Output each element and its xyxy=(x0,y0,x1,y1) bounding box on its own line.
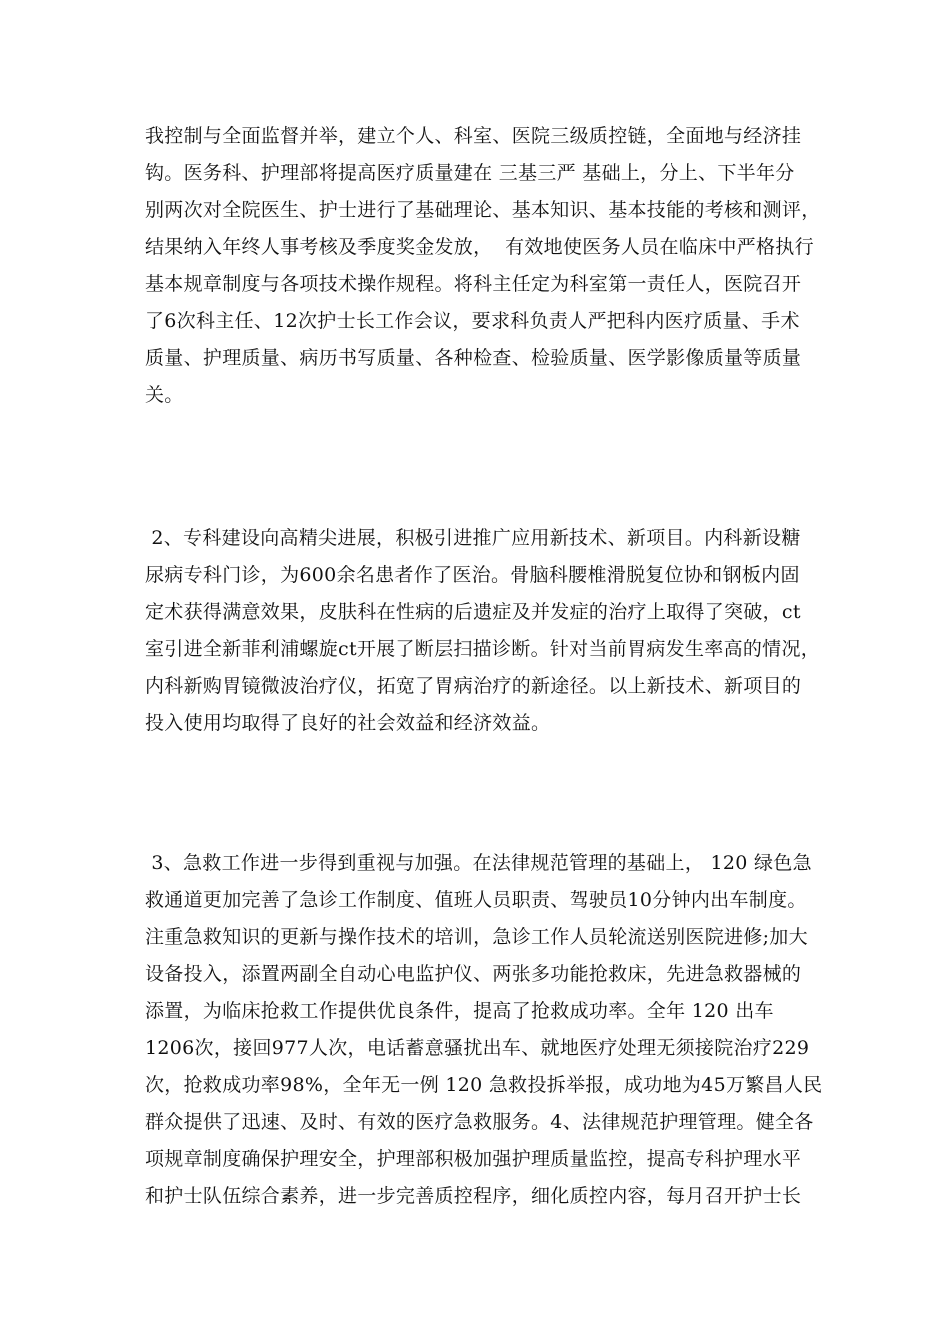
paragraph-quality-control xyxy=(145,118,825,414)
paragraph-specialty-development xyxy=(145,520,825,742)
text-line: 质量、护理质量、病历书写质量、各种检查、检验质量、医学影像质量等质量 xyxy=(145,347,802,369)
text-line: 3、急救工作进一步得到重视与加强。在法律规范管理的基础上， 120 绿色急 xyxy=(145,852,812,874)
text-line: 设备投入，添置两副全自动心电监护仪、两张多功能抢救床，先进急救器械的 xyxy=(145,963,802,985)
text-line: 次，抢救成功率98%，全年无一例 120 急救投拆举报，成功地为45万繁昌人民 xyxy=(145,1074,823,1096)
text-line: 结果纳入年终人事考核及季度奖金发放， 有效地使医务人员在临床中严格执行 xyxy=(145,236,814,258)
text-line: 内科新购胃镜微波治疗仪，拓宽了胃病治疗的新途径。以上新技术、新项目的 xyxy=(145,675,802,697)
text-line: 我控制与全面监督并举，建立个人、科室、医院三级质控链，全面地与经济挂 xyxy=(145,125,802,147)
text-line: 添置，为临床抢救工作提供优良条件，提高了抢救成功率。全年 120 出车 xyxy=(145,1000,774,1022)
text-line: 定术获得满意效果，皮肤科在性病的后遗症及并发症的治疗上取得了突破，ct xyxy=(145,601,801,623)
text-line: 项规章制度确保护理安全，护理部积极加强护理质量监控，提高专科护理水平 xyxy=(145,1148,802,1170)
text-line: 了6次科主任、12次护士长工作会议，要求科负责人严把科内医疗质量、手术 xyxy=(145,310,800,332)
text-line: 1206次，接回977人次，电话蓄意骚扰出车、就地医疗处理无须接院治疗229 xyxy=(145,1037,810,1059)
text-line: 关。 xyxy=(145,384,184,406)
text-line: 钩。医务科、护理部将提高医疗质量建在 三基三严 基础上，分上、下半年分 xyxy=(145,162,795,184)
paragraph-emergency-care xyxy=(145,845,825,1215)
text-line: 救通道更加完善了急诊工作制度、值班人员职责、驾驶员10分钟内出车制度。 xyxy=(145,889,807,911)
text-line: 注重急救知识的更新与操作技术的培训，急诊工作人员轮流送别医院进修;加大 xyxy=(145,926,808,948)
text-line: 尿病专科门诊，为600余名患者作了医治。骨脑科腰椎滑脱复位协和钢板内固 xyxy=(145,564,800,586)
text-line: 2、专科建设向高精尖进展，积极引进推广应用新技术、新项目。内科新设糖 xyxy=(145,527,801,549)
text-line: 基本规章制度与各项技术操作规程。将科主任定为科室第一责任人，医院召开 xyxy=(145,273,802,295)
text-line: 别两次对全院医生、护士进行了基础理论、基本知识、基本技能的考核和测评， xyxy=(145,199,821,221)
text-line: 室引进全新菲利浦螺旋ct开展了断层扫描诊断。针对当前胃病发生率高的情况， xyxy=(145,638,821,660)
text-line: 和护士队伍综合素养，进一步完善质控程序，细化质控内容，每月召开护士长 xyxy=(145,1185,802,1207)
text-line: 投入使用均取得了良好的社会效益和经济效益。 xyxy=(145,712,551,734)
text-line: 群众提供了迅速、及时、有效的医疗急救服务。4、法律规范护理管理。健全各 xyxy=(145,1111,814,1133)
